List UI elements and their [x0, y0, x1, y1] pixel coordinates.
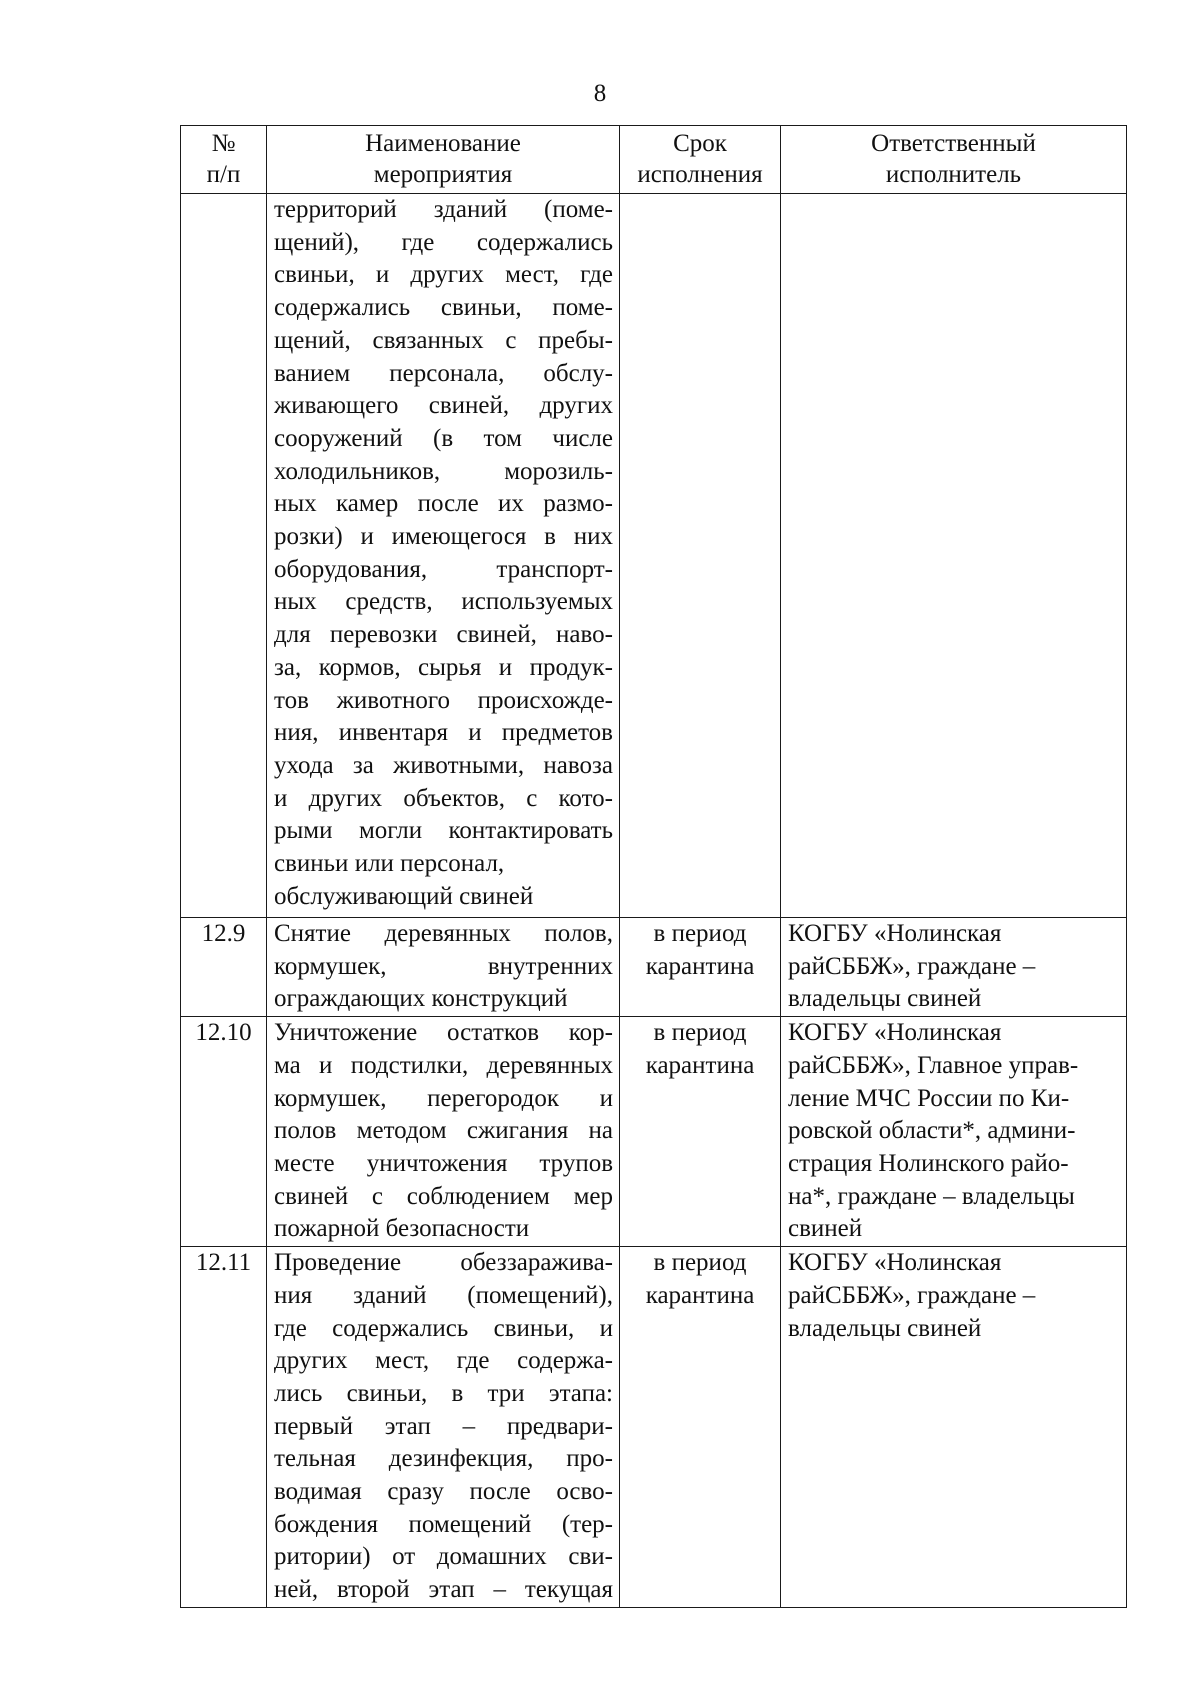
measure-name-line: других мест, где содержа-: [274, 1347, 613, 1375]
measure-name-line: ванием персонала, обслу-: [274, 359, 613, 387]
measure-name-line: Проведение обеззаражива-: [274, 1249, 613, 1277]
measure-name-line: ния, инвентаря и предметов: [274, 719, 613, 747]
measure-name-line: ритории) от домашних сви-: [274, 1543, 613, 1571]
responsible-line: на*, граждане – владельцы: [788, 1182, 1075, 1210]
measure-name-line: кормушек, перегородок и: [274, 1084, 613, 1112]
responsible-line: райСББЖ», Главное управ-: [788, 1051, 1079, 1079]
deadline-line: карантина: [645, 1051, 755, 1079]
deadline-line: карантина: [645, 952, 755, 980]
measure-name-line: тов животного происхожде-: [274, 686, 613, 714]
measure-name-line: кормушек, внутренних: [274, 952, 613, 980]
responsible-line: КОГБУ «Нолинская: [788, 920, 1002, 947]
measure-name-line: и других объектов, с кото-: [274, 784, 613, 812]
measure-name-line: оборудования, транспорт-: [274, 555, 613, 583]
table-body: [181, 194, 1127, 1608]
measure-name-line: водимая сразу после осво-: [274, 1478, 613, 1506]
table-header-row: [181, 126, 1127, 194]
deadline-line: карантина: [645, 1281, 755, 1309]
responsible-cell: [781, 194, 1127, 918]
measure-name-line: щений, связанных с пребы-: [274, 326, 613, 354]
measure-name-line: месте уничтожения трупов: [274, 1149, 613, 1177]
responsible-line: райСББЖ», граждане –: [788, 952, 1036, 980]
table-row: [181, 194, 1127, 918]
measure-name-line: территорий зданий (поме-: [274, 196, 613, 223]
responsible-line: КОГБУ «Нолинская: [788, 1249, 1002, 1277]
responsible-line: владельцы свиней: [788, 1314, 982, 1342]
row-number-cell: [181, 194, 267, 918]
measure-name-line: Уничтожение остатков кор-: [274, 1019, 613, 1047]
measure-name-line: ней, второй этап – текущая: [274, 1576, 613, 1604]
measure-name-line: за, кормов, сырья и продук-: [274, 653, 613, 681]
row-number-cell: 12.10: [181, 1017, 267, 1247]
responsible-line: ление МЧС России по Ки-: [788, 1084, 1070, 1112]
measure-name-line: обслуживающий свиней: [274, 882, 534, 910]
measure-name-line: сооружений (в том числе: [274, 424, 613, 452]
measure-name-line: полов методом сжигания на: [274, 1117, 613, 1145]
measure-name-cell: [267, 194, 620, 918]
row-number-cell: 12.11: [181, 1247, 267, 1608]
deadline-cell: [620, 1247, 781, 1608]
responsible-line: КОГБУ «Нолинская: [788, 1019, 1002, 1047]
table-row: [181, 918, 1127, 1017]
measure-name-cell: [267, 1017, 620, 1247]
measure-name-line: ухода за животными, навоза: [274, 751, 613, 779]
measure-name-line: Снятие деревянных полов,: [274, 920, 613, 947]
table-row: [181, 1247, 1127, 1608]
header-number: № п/п: [181, 126, 267, 194]
header-deadline: Срок исполнения: [620, 126, 781, 194]
deadline-line: в период: [653, 920, 747, 947]
responsible-line: райСББЖ», граждане –: [788, 1281, 1036, 1309]
deadline-line: в период: [653, 1249, 747, 1277]
header-measure-name: Наименование мероприятия: [267, 126, 620, 194]
measure-name-line: свиней с соблюдением мер: [274, 1182, 613, 1210]
measure-name-line: свиньи или персонал,: [274, 850, 505, 878]
measure-name-line: живающего свиней, других: [274, 392, 613, 420]
deadline-cell: [620, 918, 781, 1017]
measure-name-line: пожарной безопасности: [274, 1215, 530, 1243]
measure-name-line: холодильников, морозиль-: [274, 457, 613, 485]
measure-name-cell: [267, 1247, 620, 1608]
page-number: 8: [593, 80, 607, 107]
measure-name-line: ограждающих конструкций: [274, 985, 568, 1013]
measures-table: [180, 125, 1127, 1608]
responsible-cell: [781, 918, 1127, 1017]
responsible-line: ровской области*, админи-: [788, 1117, 1076, 1145]
measure-name-cell: [267, 918, 620, 1017]
header-responsible: Ответственный исполнитель: [781, 126, 1127, 194]
measure-name-line: розки) и имеющегося в них: [274, 523, 613, 551]
responsible-line: свиней: [788, 1215, 863, 1243]
row-number-cell: 12.9: [181, 918, 267, 1017]
measure-name-line: свиньи, и других мест, где: [274, 261, 613, 289]
measure-name-line: ния зданий (помещений),: [274, 1281, 613, 1309]
measure-name-line: рыми могли контактировать: [274, 817, 613, 845]
measure-name-line: лись свиньи, в три этапа:: [274, 1379, 613, 1407]
measure-name-line: тельная дезинфекция, про-: [274, 1445, 613, 1473]
responsible-cell: [781, 1017, 1127, 1247]
measure-name-line: ных камер после их размо-: [274, 490, 613, 518]
responsible-line: владельцы свиней: [788, 985, 982, 1013]
measure-name-line: первый этап – предвари-: [274, 1412, 613, 1440]
responsible-line: страция Нолинского райо-: [788, 1149, 1069, 1177]
table-row: [181, 1017, 1127, 1247]
measure-name-line: для перевозки свиней, наво-: [274, 621, 613, 649]
measure-name-line: бождения помещений (тер-: [274, 1510, 613, 1538]
deadline-cell: [620, 194, 781, 918]
responsible-cell: [781, 1247, 1127, 1608]
deadline-cell: [620, 1017, 781, 1247]
measure-name-line: содержались свиньи, поме-: [274, 294, 613, 322]
measure-name-line: ма и подстилки, деревянных: [274, 1051, 613, 1079]
measure-name-line: где содержались свиньи, и: [274, 1314, 613, 1342]
deadline-line: в период: [653, 1019, 747, 1047]
measure-name-line: щений), где содержались: [274, 228, 613, 256]
measure-name-line: ных средств, используемых: [274, 588, 613, 616]
